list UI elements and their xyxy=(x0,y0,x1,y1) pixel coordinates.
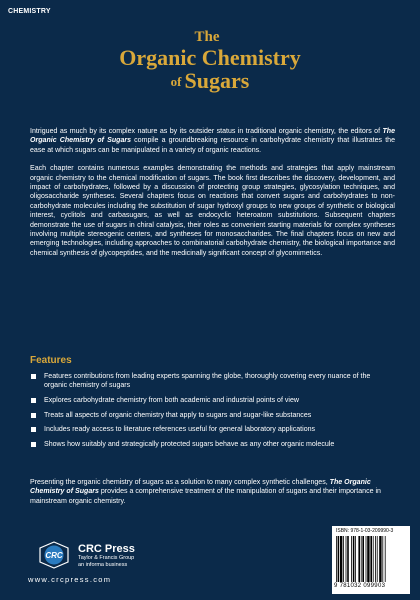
barcode-stripe xyxy=(340,536,342,582)
closing-text-1: Presenting the organic chemistry of sugars as a solution to many complex synthetic challenges, xyxy=(30,479,330,486)
barcode-stripe xyxy=(343,536,344,582)
barcode-stripe xyxy=(362,536,364,582)
barcode-stripe xyxy=(353,536,355,582)
publisher-url[interactable]: www.crcpress.com xyxy=(28,575,112,584)
barcode-stripe xyxy=(366,536,367,582)
bullet-icon xyxy=(31,398,36,403)
publisher-group: Taylor & Francis Group xyxy=(78,555,135,561)
bullet-icon xyxy=(31,374,36,379)
barcode-stripe xyxy=(385,536,386,582)
feature-text: Explores carbohydrate chemistry from both academic and industrial points of view xyxy=(44,397,299,404)
barcode-stripe xyxy=(382,536,383,582)
title-main: Organic Chemistry xyxy=(119,45,301,70)
bullet-icon xyxy=(31,442,36,447)
barcode-stripe xyxy=(379,536,381,582)
crc-logo-icon xyxy=(37,540,71,570)
detail-paragraph: Each chapter contains numerous examples demonstrating the methods and strategies that apply mainstream organic chemistry to the chemical modification of sugars. The book first describes the discovery, development, and impact of carbohydrates, followed by a discussion of protecting group strategies, glycosylation techniques, and oligosaccharide syntheses. Several chapters focus on reactions that convert sugars and carbohydrates to non-carbohydrate molecules including the substitution of sugar hydroxyl groups to new groups of synthetic or biological interest, cyclitols and carbasugars, as well as endocyclic heteroatom substitutions. Subsequent chapters demonstrate the use of sugars in chiral catalysis, their roles as convenient starting materials for complex syntheses involving multiple stereogenic centers, and syntheses for monosaccharides. The final chapters focus on new and emerging technologies, including approaches to combinatorial carbohydrate chemistry, the biological importance and chemical synthesis of glycopeptides, and the medicinally significant concept of glycomimetics. xyxy=(30,165,395,257)
feature-text: Treats all aspects of organic chemistry that apply to sugars and sugar-like substances xyxy=(44,411,312,419)
barcode-stripe xyxy=(361,536,362,582)
closing-paragraph xyxy=(30,478,395,506)
publisher-name: CRC Press xyxy=(78,543,135,555)
closing-book-title: The Organic Chemistry of Sugars xyxy=(30,479,371,496)
isbn-label: ISBN: 978-1-03-209990-3 xyxy=(336,528,394,534)
barcode-number: 9 781032 099903 xyxy=(334,583,386,589)
intro-book-title: The Organic Chemistry of Sugars xyxy=(30,128,395,145)
closing-text-2: provides a comprehensive treatment of the manipulation of sugars and their importance in mainstream organic chemistry. xyxy=(30,488,381,505)
barcode-stripe xyxy=(367,536,369,582)
barcode-stripe xyxy=(373,536,374,582)
barcode-bars xyxy=(336,536,406,582)
publisher-info xyxy=(78,543,135,569)
bullet-icon xyxy=(31,413,36,418)
title-of: of xyxy=(170,74,182,89)
book-title xyxy=(0,30,420,96)
barcode-stripe xyxy=(355,536,356,582)
feature-item xyxy=(30,440,395,449)
feature-item xyxy=(30,372,395,391)
intro-paragraph xyxy=(30,127,395,155)
feature-item xyxy=(30,396,395,405)
intro-text-1: Intrigued as much by its complex nature as by its outsider status in traditional organic chemistry, the editors of xyxy=(30,128,383,135)
title-the: The xyxy=(194,29,220,45)
title-of-sugars xyxy=(0,69,420,96)
feature-text: Includes ready access to literature references useful for general laboratory applications xyxy=(44,426,316,434)
barcode-stripe xyxy=(347,536,349,582)
barcode-stripe xyxy=(358,536,360,582)
publisher-tagline: an informa business xyxy=(78,562,128,568)
barcode-stripe xyxy=(346,536,347,582)
barcode-stripe xyxy=(375,536,376,582)
feature-text: Shows how suitably and strategically protected sugars behave as any other organic molecule xyxy=(44,440,335,448)
barcode-stripe xyxy=(351,536,352,582)
logo-text: CRC xyxy=(45,551,63,560)
feature-text: Features contributions from leading experts spanning the globe, thoroughly covering every nuance of the organic chemistry of sugars xyxy=(44,373,371,390)
features-list xyxy=(30,372,395,454)
title-sugars: Sugars xyxy=(184,68,250,93)
barcode xyxy=(332,526,410,594)
description xyxy=(30,127,395,267)
barcode-stripe xyxy=(370,536,372,582)
feature-item xyxy=(30,425,395,434)
bullet-icon xyxy=(31,427,36,432)
feature-item xyxy=(30,411,395,420)
intro-text-2: compile a groundbreaking resource in carbohydrate chemistry that illustrates the ease at which sugars can be manipulated in a variety of organic reactions. xyxy=(30,137,395,154)
features-heading: Features xyxy=(30,355,72,366)
barcode-stripe xyxy=(377,536,378,582)
barcode-stripe xyxy=(338,536,340,582)
barcode-stripe xyxy=(336,536,337,582)
category-label: CHEMISTRY xyxy=(8,8,51,15)
